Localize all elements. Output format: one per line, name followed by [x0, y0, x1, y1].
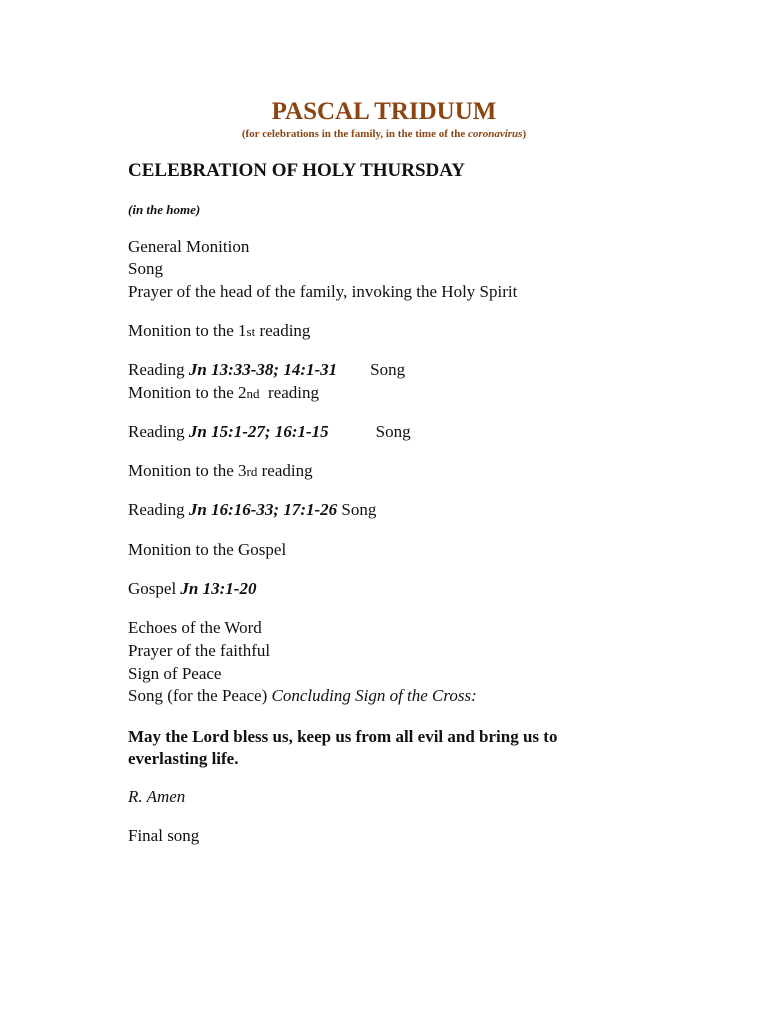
ordinal-second: nd: [246, 386, 260, 401]
reading-second-song: Song: [375, 422, 411, 441]
reading-third-label: Reading: [128, 500, 189, 519]
monition-second-reading: [128, 383, 319, 403]
song-peace-line: [128, 686, 477, 706]
reading-second-label: Reading: [128, 422, 189, 441]
reading-second-reference: Jn 15:1-27; 16:1-15: [188, 422, 329, 441]
ordinal-first: st: [246, 324, 256, 339]
gospel-reference: Jn 13:1-20: [180, 579, 257, 598]
monition-first-tail: reading: [255, 321, 311, 340]
song-line: Song: [128, 259, 163, 278]
subtitle-emphasis: coronavirus: [468, 128, 523, 140]
song-peace-text: Song (for the Peace): [128, 686, 272, 705]
monition-first-reading: [128, 321, 310, 341]
monition-third-text: Monition to the 3: [128, 461, 247, 480]
general-monition: General Monition: [128, 237, 250, 256]
prayer-head-line: Prayer of the head of the family, invoking the Holy Spirit: [128, 282, 518, 301]
monition-first-text: Monition to the 1: [128, 321, 247, 340]
document-title: PASCAL TRIDUUM: [271, 98, 497, 125]
subtitle-close: ): [522, 128, 527, 140]
monition-third-reading: [128, 461, 313, 481]
gospel-label: Gospel: [128, 579, 181, 598]
reading-second: [128, 422, 411, 442]
monition-third-tail: reading: [257, 461, 313, 480]
monition-gospel: Monition to the Gospel: [128, 540, 287, 559]
reading-first-reference: Jn 13:33-38; 14:1-31: [188, 360, 338, 379]
section-heading: CELEBRATION OF HOLY THURSDAY: [128, 160, 465, 181]
blessing-line-1: May the Lord bless us, keep us from all evil and bring us to: [128, 727, 558, 746]
monition-second-tail: reading: [259, 383, 320, 402]
subtitle-text: (for celebrations in the family, in the time of the: [241, 128, 469, 140]
reading-third-reference: Jn 16:16-33; 17:1-26: [188, 500, 338, 519]
blessing-text: [128, 726, 557, 770]
reading-first-song: Song: [370, 360, 406, 379]
reading-first-label: Reading: [128, 360, 189, 379]
ordinal-third: rd: [246, 464, 258, 479]
reading-third-song: Song: [337, 500, 377, 519]
reading-third: [128, 500, 376, 520]
sign-peace-line: Sign of Peace: [128, 664, 222, 683]
document-subtitle: [0, 128, 768, 140]
location-note: (in the home): [128, 202, 201, 217]
reading-first: [128, 360, 405, 380]
monition-second-text: Monition to the 2: [128, 383, 247, 402]
blessing-line-2: everlasting life.: [128, 749, 239, 768]
gospel-line: [128, 579, 256, 599]
amen-response: R. Amen: [128, 787, 186, 806]
prayer-faithful-line: Prayer of the faithful: [128, 641, 271, 660]
final-song-line: Final song: [128, 826, 200, 845]
concluding-sign: Concluding Sign of the Cross:: [271, 686, 477, 705]
echoes-line: Echoes of the Word: [128, 618, 262, 637]
